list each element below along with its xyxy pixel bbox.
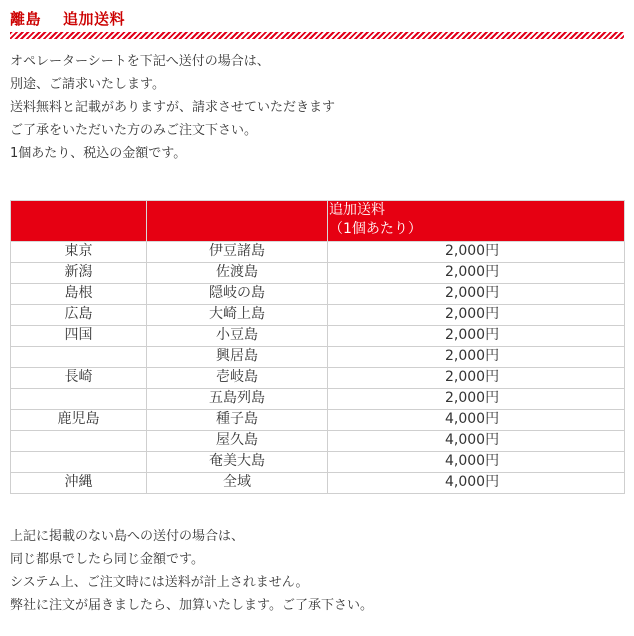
region-cell: 沖縄 [11, 473, 147, 494]
table-row [11, 347, 625, 368]
header-island [147, 201, 328, 242]
price-cell: 4,000円 [328, 410, 625, 431]
table-row [11, 326, 625, 347]
region-cell: 広島 [11, 305, 147, 326]
region-cell [11, 452, 147, 473]
island-cell: 奄美大島 [147, 452, 328, 473]
price-cell: 4,000円 [328, 473, 625, 494]
intro-line: 別途、ご請求いたします。 [10, 77, 165, 92]
table-row [11, 368, 625, 389]
island-cell: 伊豆諸島 [147, 242, 328, 263]
heading-part-remote-islands: 離島 [10, 10, 42, 28]
table-row [11, 473, 625, 494]
table-row [11, 389, 625, 410]
table-row [11, 263, 625, 284]
header-fee-title: 追加送料 [329, 202, 385, 218]
header-additional-fee [328, 201, 625, 242]
island-cell: 屋久島 [147, 431, 328, 452]
island-cell: 佐渡島 [147, 263, 328, 284]
outro-line: 同じ都県でしたら同じ金額です。 [10, 552, 204, 567]
price-cell: 2,000円 [328, 284, 625, 305]
table-header-row [11, 201, 625, 242]
table-row [11, 410, 625, 431]
region-cell: 四国 [11, 326, 147, 347]
price-cell: 2,000円 [328, 389, 625, 410]
region-cell: 鹿児島 [11, 410, 147, 431]
table-row [11, 431, 625, 452]
table-row [11, 284, 625, 305]
island-cell: 種子島 [147, 410, 328, 431]
island-cell: 小豆島 [147, 326, 328, 347]
price-cell: 2,000円 [328, 347, 625, 368]
outro-line: 弊社に注文が届きましたら、加算いたします。ご了承下さい。 [10, 598, 373, 613]
heading-part-additional-shipping: 追加送料 [63, 10, 126, 28]
region-cell [11, 431, 147, 452]
region-cell: 東京 [11, 242, 147, 263]
header-region [11, 201, 147, 242]
outro-line: システム上、ご注文時には送料が計上されません。 [10, 575, 309, 590]
intro-line: 1個あたり、税込の金額です。 [10, 146, 187, 161]
price-cell: 2,000円 [328, 263, 625, 284]
intro-line: 送料無料と記載がありますが、請求させていただきます [10, 100, 336, 115]
region-cell: 島根 [11, 284, 147, 305]
island-cell: 全域 [147, 473, 328, 494]
intro-line: ご了承をいただいた方のみご注文下さい。 [10, 123, 258, 138]
header-fee-unit: （1個あたり） [329, 221, 422, 237]
price-cell: 2,000円 [328, 326, 625, 347]
price-cell: 2,000円 [328, 242, 625, 263]
price-cell: 2,000円 [328, 305, 625, 326]
island-cell: 五島列島 [147, 389, 328, 410]
table-row [11, 242, 625, 263]
island-cell: 隠岐の島 [147, 284, 328, 305]
region-cell: 新潟 [11, 263, 147, 284]
price-cell: 2,000円 [328, 368, 625, 389]
price-cell: 4,000円 [328, 431, 625, 452]
island-cell: 大崎上島 [147, 305, 328, 326]
island-cell: 興居島 [147, 347, 328, 368]
region-cell [11, 347, 147, 368]
table-row [11, 305, 625, 326]
shipping-fee-table [10, 200, 625, 494]
heading-stripe-divider [10, 32, 624, 39]
region-cell: 長崎 [11, 368, 147, 389]
section-heading [10, 8, 125, 29]
outro-line: 上記に掲載のない島への送付の場合は、 [10, 529, 245, 544]
price-cell: 4,000円 [328, 452, 625, 473]
intro-text [10, 50, 335, 165]
region-cell [11, 389, 147, 410]
island-cell: 壱岐島 [147, 368, 328, 389]
table-row [11, 452, 625, 473]
outro-text [10, 525, 373, 617]
intro-line: オペレーターシートを下記へ送付の場合は、 [10, 54, 270, 69]
